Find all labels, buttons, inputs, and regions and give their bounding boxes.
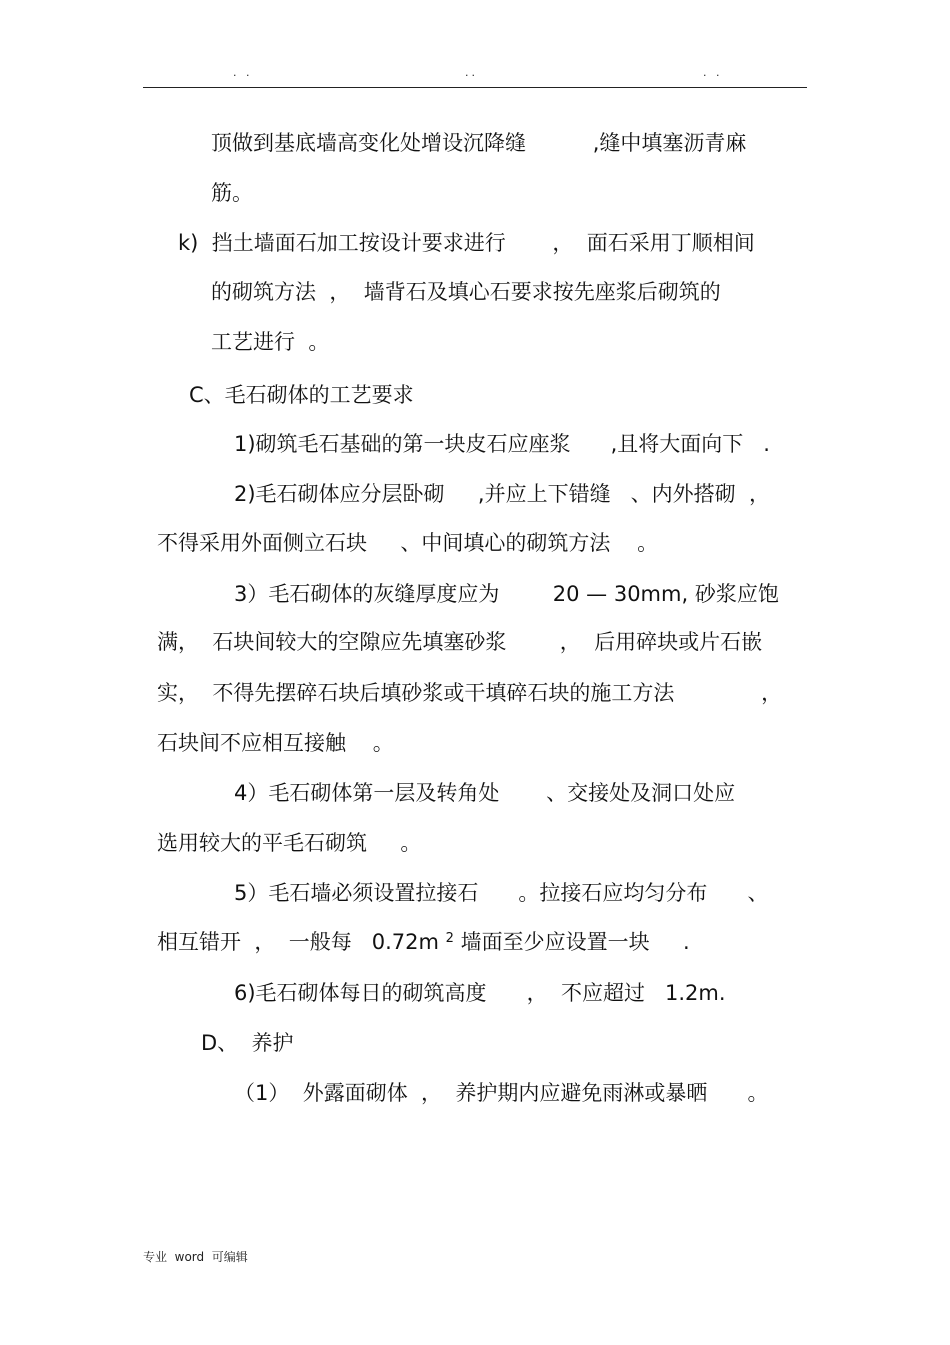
- text-line-with-superscript: [157, 928, 690, 956]
- text-line: 的砌筑方法 ， 墙背石及填心石要求按先座浆后砌筑的: [211, 280, 721, 304]
- text-line: 4）毛石砌体第一层及转角处 、交接处及洞口处应: [234, 781, 736, 805]
- text-line: 不得采用外面侧立石块 、中间填心的砌筑方法 。: [157, 531, 659, 555]
- text-line: 顶做到基底墙高变化处增设沉降缝 ,缝中填塞沥青麻: [211, 131, 747, 155]
- text-line: 工艺进行 。: [211, 330, 330, 354]
- header-mark-right: . .: [703, 66, 723, 79]
- header-rule: [143, 87, 807, 88]
- text-line: （1） 外露面砌体 ， 养护期内应避免雨淋或暴晒 。: [234, 1081, 769, 1105]
- section-heading: D、 养护: [201, 1031, 294, 1055]
- header-mark-center: ..: [465, 66, 478, 79]
- text-line: 实， 不得先摆碎石块后填砂浆或干填碎石块的施工方法 ，: [157, 681, 783, 705]
- header-mark-left: . .: [233, 66, 253, 79]
- text-line: 石块间不应相互接触 。: [157, 731, 394, 755]
- text-line: 筋。: [211, 181, 253, 205]
- text-line: 2)毛石砌体应分层卧砌 ,并应上下错缝 、内外搭砌 ，: [234, 482, 770, 506]
- text-segment: 墙面至少应设置一块 .: [453, 930, 690, 954]
- text-line: 满， 石块间较大的空隙应先填塞砂浆 ， 后用碎块或片石嵌: [157, 630, 763, 654]
- text-line: 选用较大的平毛石砌筑 。: [157, 831, 422, 855]
- text-line: 1)砌筑毛石基础的第一块皮石应座浆 ,且将大面向下 .: [234, 432, 770, 456]
- text-segment: 相互错开 ， 一般每 0.72m: [157, 930, 446, 954]
- text-line: 6)毛石砌体每日的砌筑高度 ， 不应超过 1.2m.: [234, 981, 726, 1005]
- section-heading: C、毛石砌体的工艺要求: [189, 383, 414, 407]
- text-line: 3）毛石砌体的灰缝厚度应为 20 — 30mm, 砂浆应饱: [234, 582, 779, 606]
- text-line: 5）毛石墙必须设置拉接石 。拉接石应均匀分布 、: [234, 881, 769, 905]
- text-line: k) 挡土墙面石加工按设计要求进行 ， 面石采用丁顺相间: [178, 231, 755, 255]
- footer-text: 专业 word 可编辑: [143, 1250, 248, 1264]
- superscript: 2: [445, 931, 454, 946]
